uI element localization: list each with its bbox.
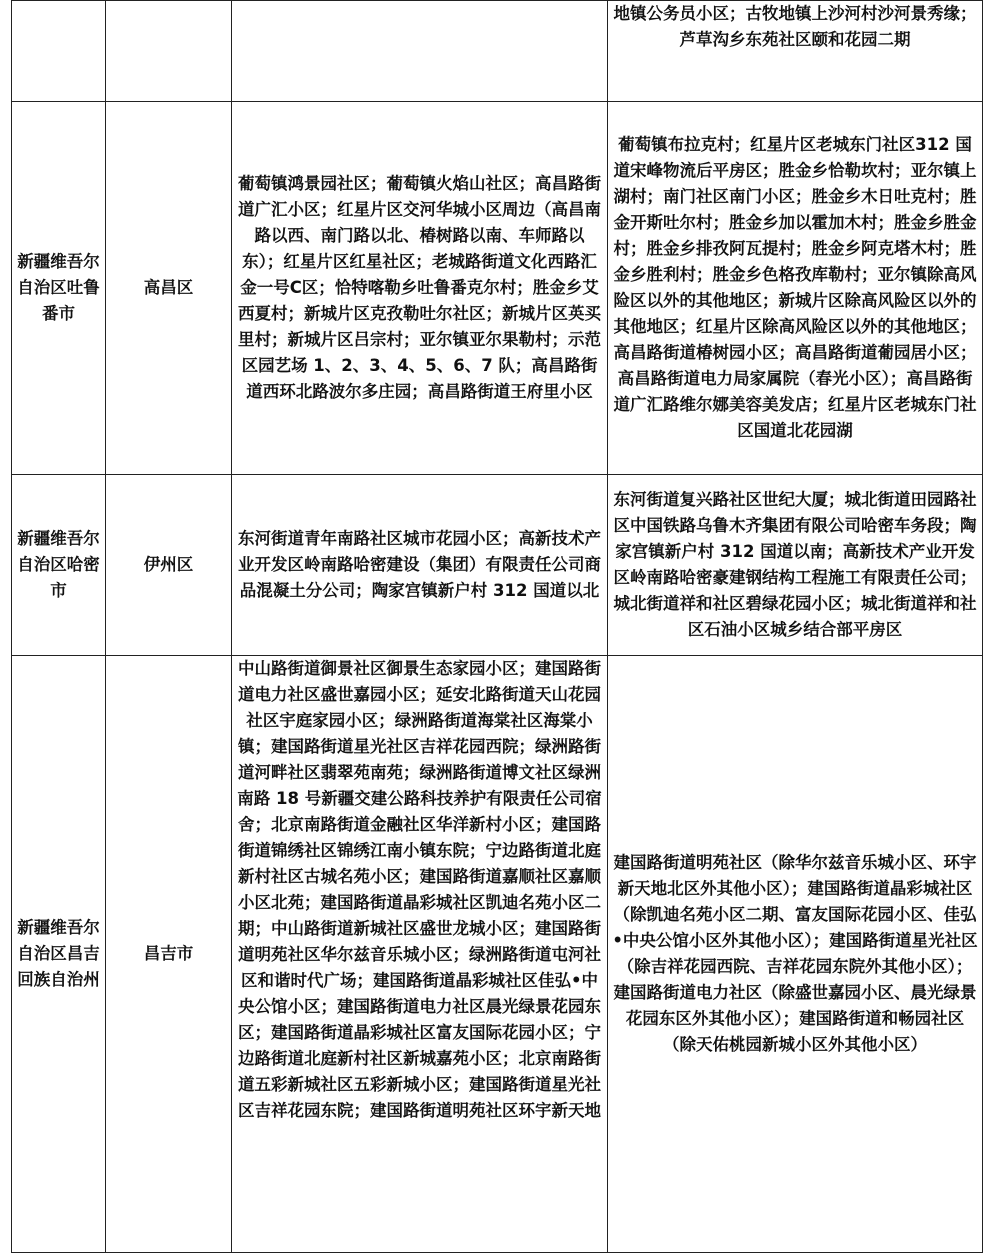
region-cell: 新疆维吾尔自治区吐鲁番市 (12, 102, 106, 475)
high-risk-cell: 东河街道青年南路社区城市花园小区；高新技术产业开发区岭南路哈密建设（集团）有限责任公司商品混凝土分公司；陶家宫镇新户村 312 国道以北 (232, 475, 608, 656)
high-risk-cell: 葡萄镇鸿景园社区；葡萄镇火焰山社区；高昌路街道广汇小区；红星片区交河华城小区周边（高昌南路以西、南门路以北、椿树路以南、车师路以东）；红星片区红星社区；老城路街道文化西路汇金一号C区；恰特喀勒乡吐鲁番克尔村；胜金乡艾西夏村；新城片区克孜勒吐尔社区；新城片区英买里村；新城片区吕宗村；亚尔镇亚尔果勒村；示范区园艺场 1、2、3、4、5、6、7 队；高昌路街道西环北路波尔多庄园；高昌路街道王府里小区 (232, 102, 608, 475)
risk-area-table (11, 0, 983, 1253)
region-cell: 新疆维吾尔自治区昌吉回族自治州 (12, 656, 106, 1253)
district-cell: 高昌区 (106, 102, 232, 475)
district-cell: 伊州区 (106, 475, 232, 656)
high-risk-cell (232, 1, 608, 102)
mid-risk-cell: 东河街道复兴路社区世纪大厦；城北街道田园路社区中国铁路乌鲁木齐集团有限公司哈密车务段；陶家宫镇新户村 312 国道以南；高新技术产业开发区岭南路哈密豪建钢结构工程施工有限责任公司；城北街道祥和社区碧绿花园小区；城北街道祥和社区石油小区城乡结合部平房区 (608, 475, 983, 656)
mid-risk-cell: 葡萄镇布拉克村；红星片区老城东门社区312 国道宋峰物流后平房区；胜金乡恰勒坎村；亚尔镇上湖村；南门社区南门小区；胜金乡木日吐克村；胜金开斯吐尔村；胜金乡加以霍加木村；胜金乡胜金村；胜金乡排孜阿瓦提村；胜金乡阿克塔木村；胜金乡胜利村；胜金乡色格孜库勒村；亚尔镇除高风险区以外的其他地区；新城片区除高风险区以外的其他地区；红星片区除高风险区以外的其他地区；高昌路街道椿树园小区；高昌路街道葡园居小区；高昌路街道电力局家属院（春光小区）；高昌路街道广汇路维尔娜美容美发店；红星片区老城东门社区国道北花园湖 (608, 102, 983, 475)
region-cell (12, 1, 106, 102)
table-row (12, 656, 983, 1253)
region-cell: 新疆维吾尔自治区哈密市 (12, 475, 106, 656)
mid-risk-cell: 建国路街道明苑社区（除华尔兹音乐城小区、环宇新天地北区外其他小区）；建国路街道晶彩城社区（除凯迪名苑小区二期、富友国际花园小区、佳弘•中央公馆小区外其他小区）；建国路街道星光社区（除吉祥花园西院、吉祥花园东院外其他小区）；建国路街道电力社区（除盛世嘉园小区、晨光绿景花园东区外其他小区）；建国路街道和畅园社区（除天佑桃园新城小区外其他小区） (608, 656, 983, 1253)
table-row (12, 102, 983, 475)
high-risk-cell: 中山路街道御景社区御景生态家园小区；建国路街道电力社区盛世嘉园小区；延安北路街道天山花园社区宇庭家园小区；绿洲路街道海棠社区海棠小镇；建国路街道星光社区吉祥花园西院；绿洲路街道河畔社区翡翠苑南苑；绿洲路街道博文社区绿洲南路 18 号新疆交建公路科技养护有限责任公司宿舍；北京南路街道金融社区华洋新村小区；建国路街道锦绣社区锦绣江南小镇东院；宁边路街道北庭新村社区古城名苑小区；建国路街道嘉顺社区嘉顺小区北苑；建国路街道晶彩城社区凯迪名苑小区二期；中山路街道新城社区盛世龙城小区；建国路街道明苑社区华尔兹音乐城小区；绿洲路街道屯河社区和谐时代广场；建国路街道晶彩城社区佳弘•中央公馆小区；建国路街道电力社区晨光绿景花园东区；建国路街道晶彩城社区富友国际花园小区；宁边路街道北庭新村社区新城嘉苑小区；北京南路街道五彩新城社区五彩新城小区；建国路街道星光社区吉祥花园东院；建国路街道明苑社区环宇新天地 (232, 656, 608, 1253)
table-row (12, 1, 983, 102)
district-cell: 昌吉市 (106, 656, 232, 1253)
mid-risk-cell: 地镇公务员小区；古牧地镇上沙河村沙河景秀缘；芦草沟乡东苑社区颐和花园二期 (608, 1, 983, 102)
district-cell (106, 1, 232, 102)
table-row (12, 475, 983, 656)
